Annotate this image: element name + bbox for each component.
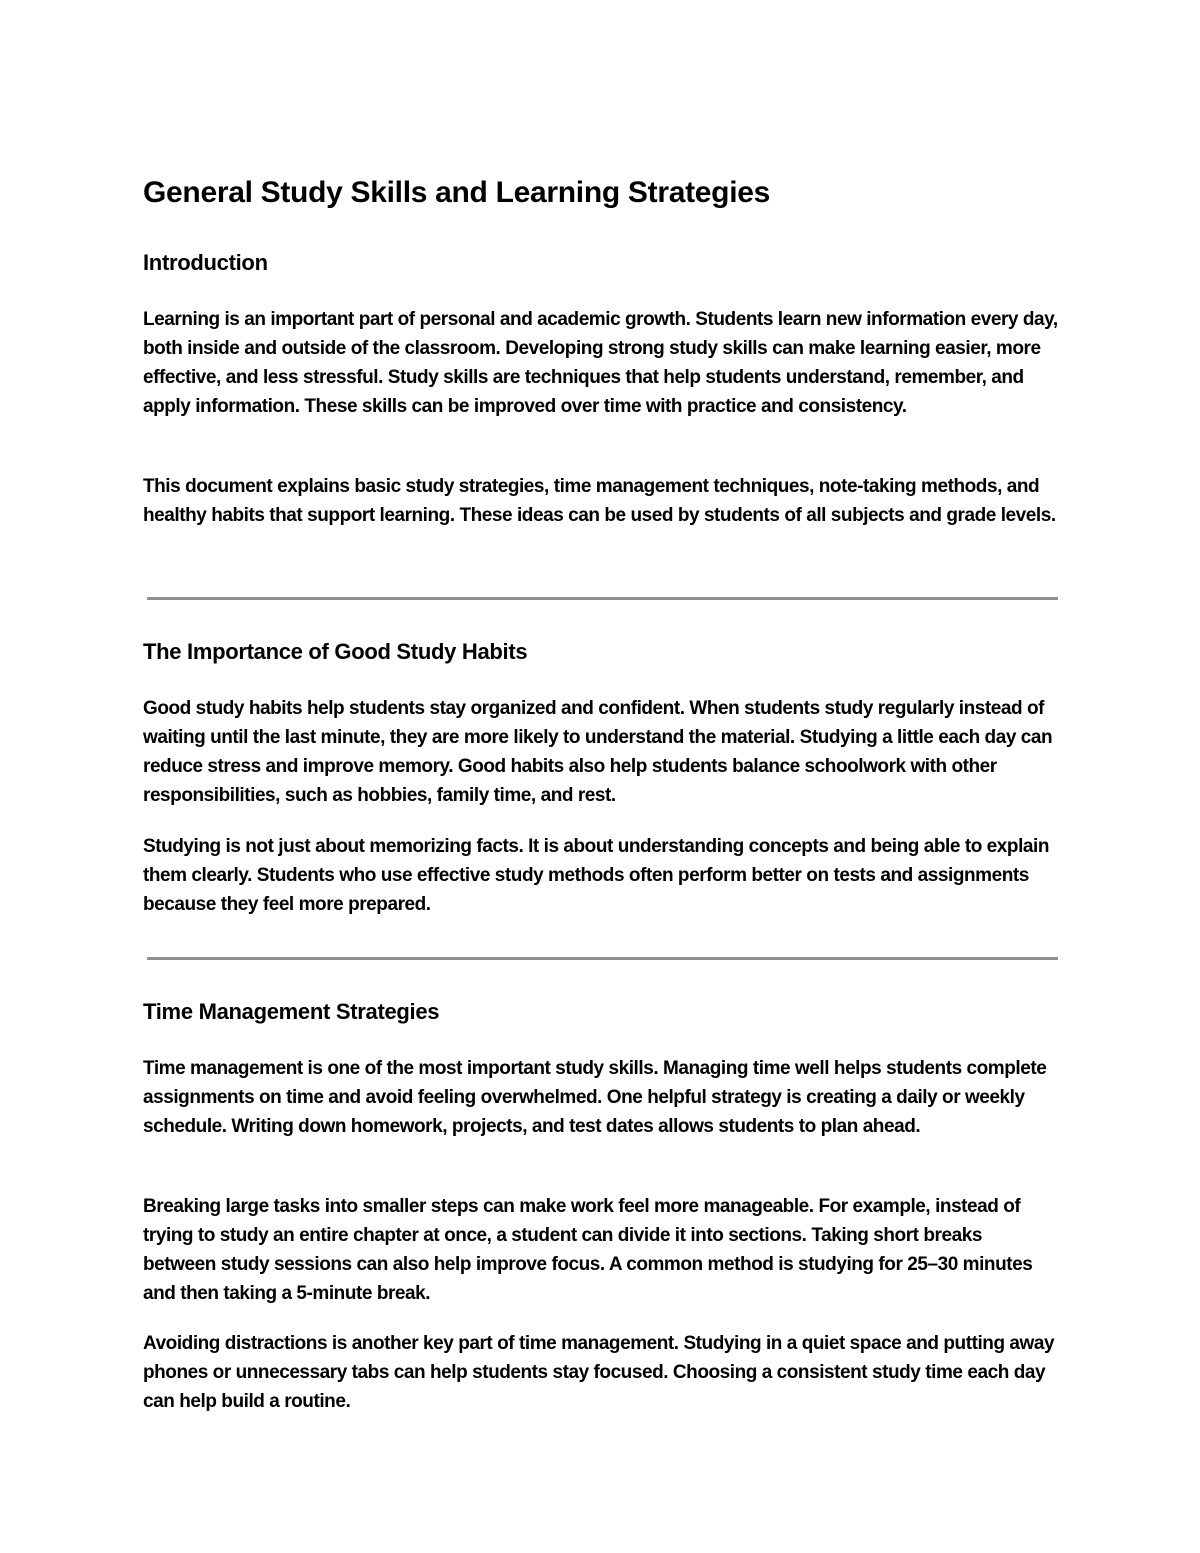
- intro-paragraph-2: This document explains basic study strategies, time management techniques, note-taking methods, and healthy habits that support learning. These ideas can be used by students of all subjects and grade levels.: [143, 476, 1056, 526]
- document-title: General Study Skills and Learning Strategies: [143, 176, 770, 209]
- section-heading-study-habits: The Importance of Good Study Habits: [143, 639, 528, 664]
- intro-paragraph-1: Learning is an important part of personal and academic growth. Students learn new information every day, both inside and outside of the classroom. Developing strong study skills can make learning easier, more effective, and less stressful. Study skills are techniques that help students understand, remember, and apply information. These skills can be improved over time with practice and consistency.: [143, 309, 1058, 417]
- section-divider: [147, 597, 1058, 600]
- time-management-paragraph-2: Breaking large tasks into smaller steps can make work feel more manageable. For example, instead of trying to study an entire chapter at once, a student can divide it into sections. Taking short breaks between study sessions can also help improve focus. A common method is studying for 25–30 minutes and then taking a 5-minute break.: [143, 1196, 1033, 1304]
- study-habits-paragraph-2: Studying is not just about memorizing facts. It is about understanding concepts and being able to explain them clearly. Students who use effective study methods often perform better on tests and assignments because they feel more prepared.: [143, 836, 1049, 915]
- time-management-paragraph-3: Avoiding distractions is another key part of time management. Studying in a quiet space and putting away phones or unnecessary tabs can help students stay focused. Choosing a consistent study time each day can help build a routine.: [143, 1333, 1055, 1412]
- study-habits-paragraph-1: Good study habits help students stay organized and confident. When students study regularly instead of waiting until the last minute, they are more likely to understand the material. Studying a little each day can reduce stress and improve memory. Good habits also help students balance schoolwork with other responsibilities, such as hobbies, family time, and rest.: [143, 698, 1053, 806]
- section-heading-time-management: Time Management Strategies: [143, 999, 440, 1024]
- time-management-paragraph-1: Time management is one of the most important study skills. Managing time well helps students complete assignments on time and avoid feeling overwhelmed. One helpful strategy is creating a daily or weekly schedule. Writing down homework, projects, and test dates allows students to plan ahead.: [143, 1058, 1047, 1137]
- section-divider: [147, 957, 1058, 960]
- section-heading-introduction: Introduction: [143, 250, 268, 275]
